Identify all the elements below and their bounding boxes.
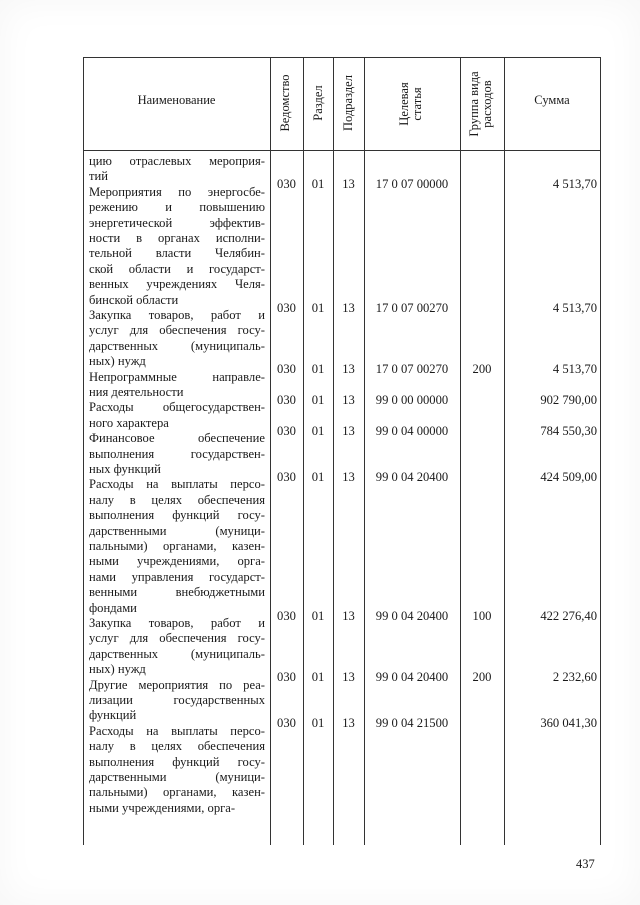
cell-podrazdel: 13 [342, 608, 355, 623]
row-name-line: пальными) органами, казен- [89, 539, 265, 553]
row-name-line: Непрограммные направле- [89, 369, 265, 384]
row-name-line: цию отраслевых мероприя- [89, 154, 265, 168]
header-podrazdel: Подраздел [341, 75, 355, 131]
cell-gruppa-vida: 100 [472, 608, 492, 623]
cell-vedomstvo: 030 [277, 670, 296, 685]
row-name-line: Расходы общегосударствен- [89, 400, 265, 415]
cell-vedomstvo: 030 [277, 608, 296, 623]
header-razdel: Раздел [311, 85, 325, 121]
row-name-line: ного характера [89, 415, 169, 430]
row-name-line: Закупка товаров, работ и [89, 308, 265, 322]
cell-podrazdel: 13 [342, 423, 355, 438]
row-name-line: Расходы на выплаты персо- [89, 723, 265, 738]
cell-vedomstvo: 030 [277, 393, 296, 407]
row-name-line: ных) нужд [89, 662, 146, 677]
header-name: Наименование [137, 93, 216, 107]
cell-podrazdel: 13 [342, 716, 355, 731]
cell-celevaya-statya: 17 0 07 00000 [375, 177, 449, 192]
cell-summa: 4 513,70 [552, 177, 597, 192]
row-name-line: Расходы на выплаты персо- [89, 477, 265, 492]
col-border-right [600, 57, 601, 845]
cell-celevaya-statya: 17 0 07 00270 [375, 362, 449, 377]
cell-celevaya-statya: 99 0 04 20400 [375, 670, 449, 685]
cell-podrazdel: 13 [342, 300, 355, 315]
header-summa: Сумма [534, 93, 570, 107]
header-vedomstvo: Ведомство [278, 74, 292, 132]
cell-razdel: 01 [311, 393, 325, 407]
row-name-line: тий [89, 169, 108, 184]
cell-gruppa-vida: 200 [472, 362, 492, 377]
cell-vedomstvo: 030 [277, 716, 296, 731]
row-name-line: венных учреждениях Челя- [89, 277, 265, 292]
row-name-line: ской области и государст- [89, 261, 265, 276]
row-name-line: ности в органах исполни- [89, 231, 265, 245]
col-border-gvr [460, 57, 461, 845]
row-name-line: венными внебюджетными [89, 585, 265, 600]
cell-celevaya-statya: 99 0 04 20400 [375, 470, 449, 484]
row-name-line: Финансовое обеспечение [89, 431, 265, 446]
row-name-line: фондами [89, 600, 137, 615]
row-name-line: услуг для обеспечения госу- [89, 631, 265, 646]
cell-vedomstvo: 030 [277, 300, 296, 315]
header-celevaya: Целевая статья [397, 82, 424, 126]
row-name-line: выполнения государствен- [89, 446, 265, 461]
row-name-line: дарственными (муници- [89, 523, 265, 538]
row-name-line: выполнения функций госу- [89, 508, 265, 523]
row-name-line: энергетической эффектив- [89, 215, 265, 230]
row-name-line: бинской области [89, 292, 179, 307]
cell-vedomstvo: 030 [277, 177, 296, 192]
row-name-line: дарственных (муниципаль- [89, 646, 265, 661]
cell-razdel: 01 [311, 608, 325, 623]
row-name-line: ными учреждениями, орга- [89, 800, 236, 815]
cell-summa: 4 513,70 [552, 362, 597, 377]
row-name-line: ния деятельности [89, 385, 184, 399]
cell-vedomstvo: 030 [277, 470, 296, 484]
row-name-line: лизации государственных [89, 693, 265, 707]
cell-podrazdel: 13 [342, 470, 355, 484]
cell-celevaya-statya: 17 0 07 00270 [375, 300, 449, 315]
cell-summa: 422 276,40 [540, 608, 597, 623]
row-name-line: пальными) органами, казен- [89, 785, 265, 800]
cell-vedomstvo: 030 [277, 362, 296, 377]
cell-summa: 784 550,30 [540, 423, 597, 438]
row-name-line: дарственных (муниципаль- [89, 338, 265, 353]
row-name-line: Другие мероприятия по реа- [89, 677, 265, 692]
row-name-line: функций [89, 708, 137, 723]
col-border-left [83, 57, 84, 845]
cell-summa: 360 041,30 [540, 716, 597, 731]
row-name-line: выполнения функций госу- [89, 754, 265, 769]
cell-summa: 424 509,00 [540, 470, 597, 484]
cell-razdel: 01 [311, 177, 325, 192]
cell-razdel: 01 [311, 423, 325, 438]
cell-celevaya-statya: 99 0 04 00000 [375, 423, 449, 438]
cell-razdel: 01 [311, 670, 325, 685]
cell-gruppa-vida: 200 [472, 670, 492, 685]
row-name-line: налу в целях обеспечения [89, 739, 265, 754]
cell-podrazdel: 13 [342, 670, 355, 685]
row-name-line: ных) нужд [89, 354, 146, 369]
cell-vedomstvo: 030 [277, 423, 296, 438]
row-name-line: Закупка товаров, работ и [89, 616, 265, 630]
cell-podrazdel: 13 [342, 393, 355, 407]
row-name-line: Мероприятия по энергосбе- [89, 184, 265, 199]
cell-summa: 902 790,00 [540, 393, 597, 407]
cell-celevaya-statya: 99 0 04 21500 [375, 716, 449, 731]
cell-razdel: 01 [311, 362, 325, 377]
cell-summa: 4 513,70 [552, 300, 597, 315]
row-name-line: режению и повышению [89, 200, 265, 215]
cell-razdel: 01 [311, 716, 325, 731]
row-name-line: ных функций [89, 462, 161, 476]
cell-summa: 2 232,60 [552, 670, 597, 685]
cell-celevaya-statya: 99 0 04 20400 [375, 608, 449, 623]
cell-podrazdel: 13 [342, 177, 355, 192]
header-gruppa: Группа вида расходов [467, 71, 494, 137]
row-name-line: тельной власти Челябин- [89, 246, 265, 261]
row-name-line: нами управления государст- [89, 569, 265, 584]
row-name-line: услуг для обеспечения госу- [89, 323, 265, 338]
row-name-line: налу в целях обеспечения [89, 492, 265, 507]
row-name-line: ными учреждениями, орга- [89, 554, 265, 569]
cell-celevaya-statya: 99 0 00 00000 [375, 393, 449, 407]
row-name-line: дарственными (муници- [89, 770, 265, 784]
cell-podrazdel: 13 [342, 362, 355, 377]
cell-razdel: 01 [311, 300, 325, 315]
cell-razdel: 01 [311, 470, 325, 484]
page-number: 437 [576, 857, 595, 871]
